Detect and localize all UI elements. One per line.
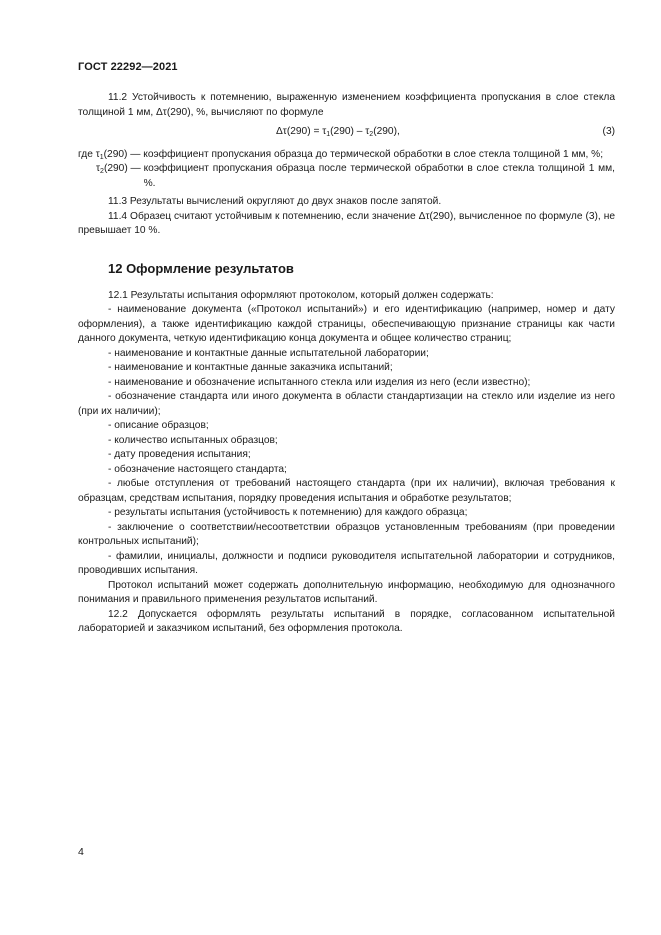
list-item: - фамилии, инициалы, должности и подписи руководителя испытательной лаборатории и сотрудников, проводивших испытания. [78, 550, 615, 576]
page-content [78, 91, 615, 637]
formula-3 [78, 125, 615, 140]
definition-tau2 [78, 162, 615, 191]
list-item: - наименование документа («Протокол испытаний») и его идентификацию (например, номер и дату оформления), а также идентификацию каждой страницы, обеспечивающую признание страницы как части данного документа, четкую идентификацию конца документа и общее количество страниц; [78, 304, 615, 344]
paragraph-11-3: 11.3 Результаты вычислений округляют до двух знаков после запятой. [108, 196, 442, 207]
paragraph-11-2: 11.2 Устойчивость к потемнению, выраженную изменением коэффициента пропускания в слое стекла толщиной 1 мм, Δτ(290), %, вычисляют по формуле [78, 92, 615, 118]
list-item: - результаты испытания (устойчивость к потемнению) для каждого образца; [108, 507, 468, 518]
formula-number: (3) [602, 126, 615, 137]
list-item: - количество испытанных образцов; [108, 434, 278, 446]
paragraph-protocol: Протокол испытаний может содержать дополнительную информацию, необходимую для однозначного понимания и правильного применения результатов испытаний. [78, 579, 615, 605]
list-item: - обозначение настоящего стандарта; [108, 463, 287, 475]
list-item: - наименование и контактные данные испытательной лаборатории; [108, 347, 429, 359]
formula-expression: $\Delta\tau(290) = \tau_1(290) - \tau_2(290)$, [276, 126, 400, 138]
paragraph-12-1: 12.1 Результаты испытания оформляют протоколом, который должен содержать: [108, 289, 494, 301]
definition-text: коэффициент пропускания образца до термической обработки в слое стекла толщиной 1 мм, %; [143, 148, 604, 160]
paragraph-12-2: 12.2 Допускается оформлять результаты испытаний в порядке, согласованном испытательной лабораторией и заказчиком испытаний, без оформления протокола. [78, 608, 615, 634]
list-item: - дату проведения испытания; [108, 449, 251, 460]
definition-term: $\tau_2(290)$ — [96, 163, 141, 175]
requirements-list [78, 303, 615, 579]
list-item: - заключение о соответствии/несоответствии образцов установленным требованиям (при проведении контрольных испытаний); [78, 521, 615, 547]
list-item: - наименование и контактные данные заказчика испытаний; [108, 362, 393, 373]
paragraph-11-4: 11.4 Образец считают устойчивым к потемнению, если значение Δτ(290), вычисленное по формуле (3), не превышает 10 %. [78, 210, 615, 236]
page-number: 4 [78, 846, 84, 858]
list-item: - любые отступления от требований настоящего стандарта (при их наличии), включая требования к образцам, средствам испытания, порядку проведения испытания и обработке результатов; [78, 478, 615, 504]
definition-tau1 [78, 148, 615, 163]
definition-text: коэффициент пропускания образца после термической обработки в слое стекла толщиной 1 мм, %. [143, 163, 615, 189]
list-item: - наименование и обозначение испытанного стекла или изделия из него (если известно); [108, 376, 531, 388]
list-item: - обозначение стандарта или иного документа в области стандартизации на стекло или изделие из него (при их наличии); [78, 391, 615, 417]
list-item: - описание образцов; [108, 420, 209, 431]
definition-term: где $\tau_1(290)$ — [78, 148, 141, 161]
document-header: ГОСТ 22292—2021 [78, 61, 178, 73]
section-12-title: 12 Оформление результатов [108, 260, 294, 276]
